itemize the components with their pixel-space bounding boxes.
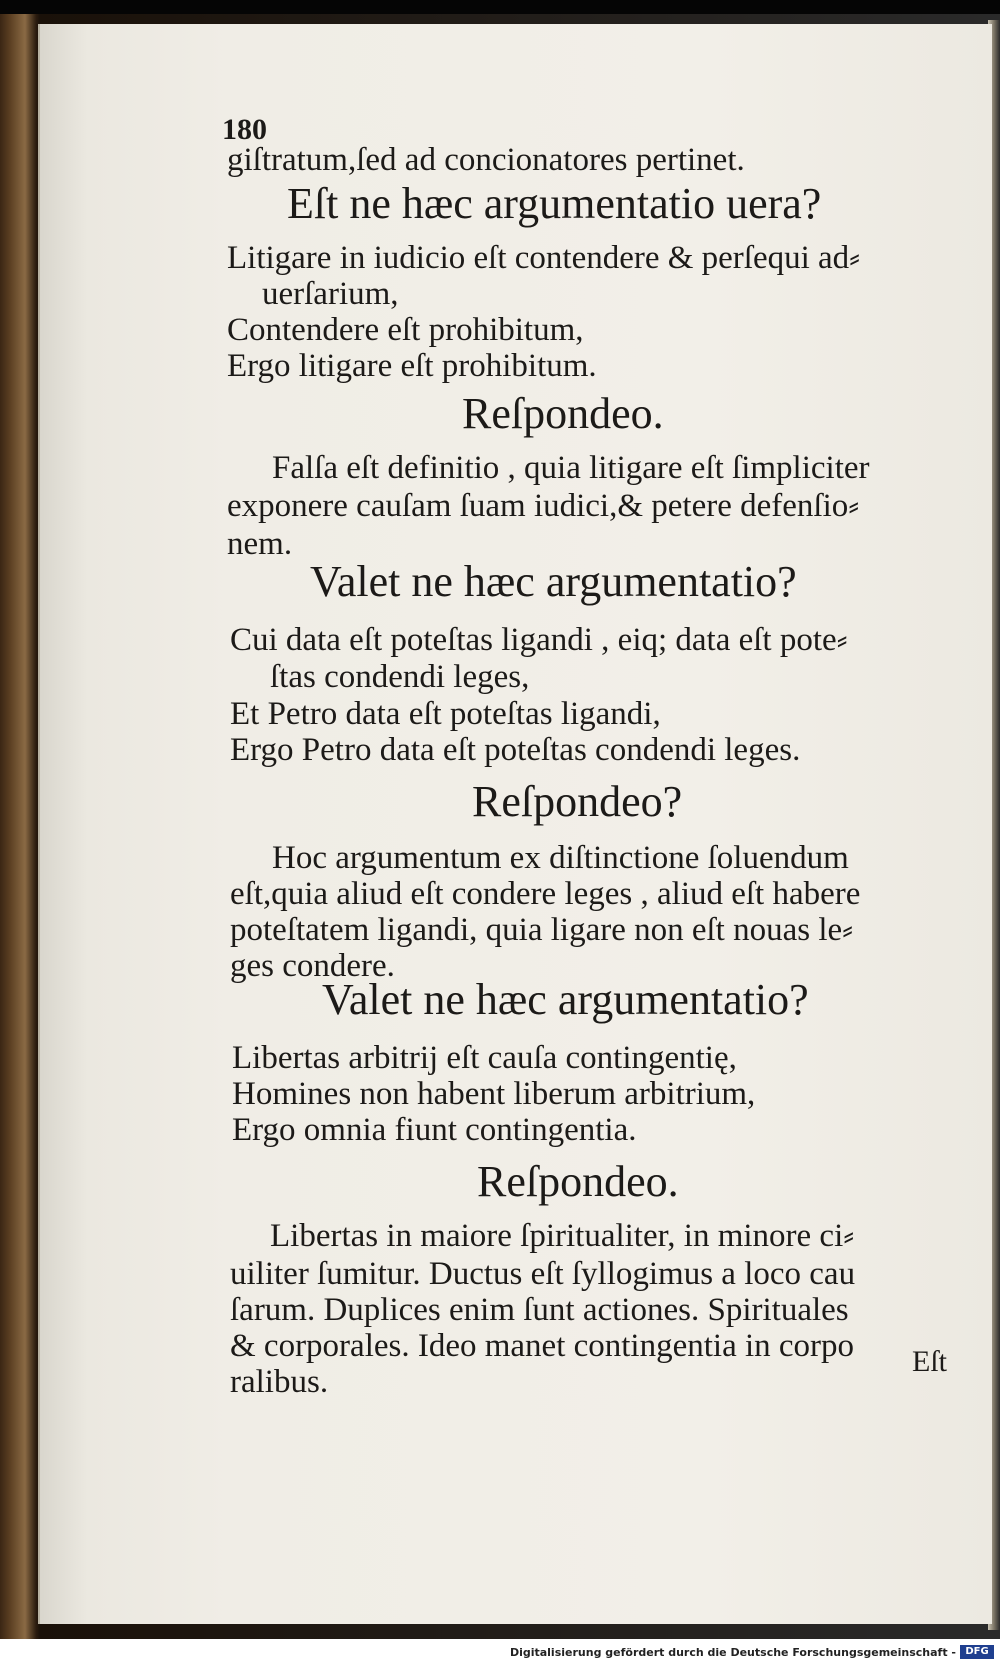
question-heading: Valet ne hæc argumentatio? <box>322 975 809 1024</box>
dfg-logo-icon: DFG <box>960 1645 994 1659</box>
text-line: nem. <box>227 526 293 562</box>
footer-credit: Digitalisierung gefördert durch die Deutsche Forschungsgemeinschaft - <box>509 1646 956 1659</box>
question-heading: Eſt ne hæc argumentatio uera? <box>287 179 822 228</box>
text-line: ges condere. <box>230 948 395 984</box>
text-line: Homines non habent liberum arbitrium, <box>232 1076 756 1112</box>
text-line: Ergo omnia fiunt contingentia. <box>232 1112 637 1148</box>
answer-heading: Reſpondeo? <box>472 777 683 826</box>
text-line: giſtratum,ſed ad concionatores pertinet. <box>227 142 745 178</box>
text-line: Et Petro data eſt poteſtas ligandi, <box>230 696 661 732</box>
text-line: Falſa eſt definitio , quia litigare eſt ſimpliciter <box>272 450 870 486</box>
text-line: ſtas condendi leges, <box>270 659 530 695</box>
text-line: Hoc argumentum ex diſtinctione ſoluendum <box>272 840 849 876</box>
text-line: ralibus. <box>230 1364 329 1400</box>
text-line: poteſtatem ligandi, quia ligare non eſt nouas le⸗ <box>230 912 854 948</box>
top-bar <box>0 0 1000 14</box>
catchword: Eſt <box>912 1345 947 1378</box>
text-line: uerſarium, <box>262 276 399 312</box>
text-line: & corporales. Ideo manet contingentia in corpo <box>230 1328 855 1364</box>
text-line: Ergo Petro data eſt poteſtas condendi leges. <box>230 732 801 768</box>
text-line: Libertas in maiore ſpiritualiter, in minore ci⸗ <box>270 1218 855 1254</box>
text-line: uiliter ſumitur. Ductus eſt ſyllogimus a loco cau <box>230 1256 856 1292</box>
answer-heading: Reſpondeo. <box>462 389 664 438</box>
page-number: 180 <box>222 113 267 146</box>
text-line: Litigare in iudicio eſt contendere & perſequi ad⸗ <box>227 240 861 276</box>
text-line: exponere cauſam ſuam iudici,& petere defenſio⸗ <box>227 488 860 524</box>
question-heading: Valet ne hæc argumentatio? <box>310 557 797 606</box>
footer-bar <box>0 1639 1000 1664</box>
text-line: Contendere eſt prohibitum, <box>227 312 584 348</box>
text-line: Libertas arbitrij eſt cauſa contingentię, <box>232 1040 737 1076</box>
text-line: Ergo litigare eſt prohibitum. <box>227 348 597 384</box>
text-line: ſarum. Duplices enim ſunt actiones. Spirituales <box>230 1292 849 1328</box>
answer-heading: Reſpondeo. <box>477 1157 679 1206</box>
text-line: eſt,quia aliud eſt condere leges , aliud eſt habere <box>230 876 861 912</box>
text-line: Cui data eſt poteſtas ligandi , eiq; data eſt pote⸗ <box>230 622 848 658</box>
